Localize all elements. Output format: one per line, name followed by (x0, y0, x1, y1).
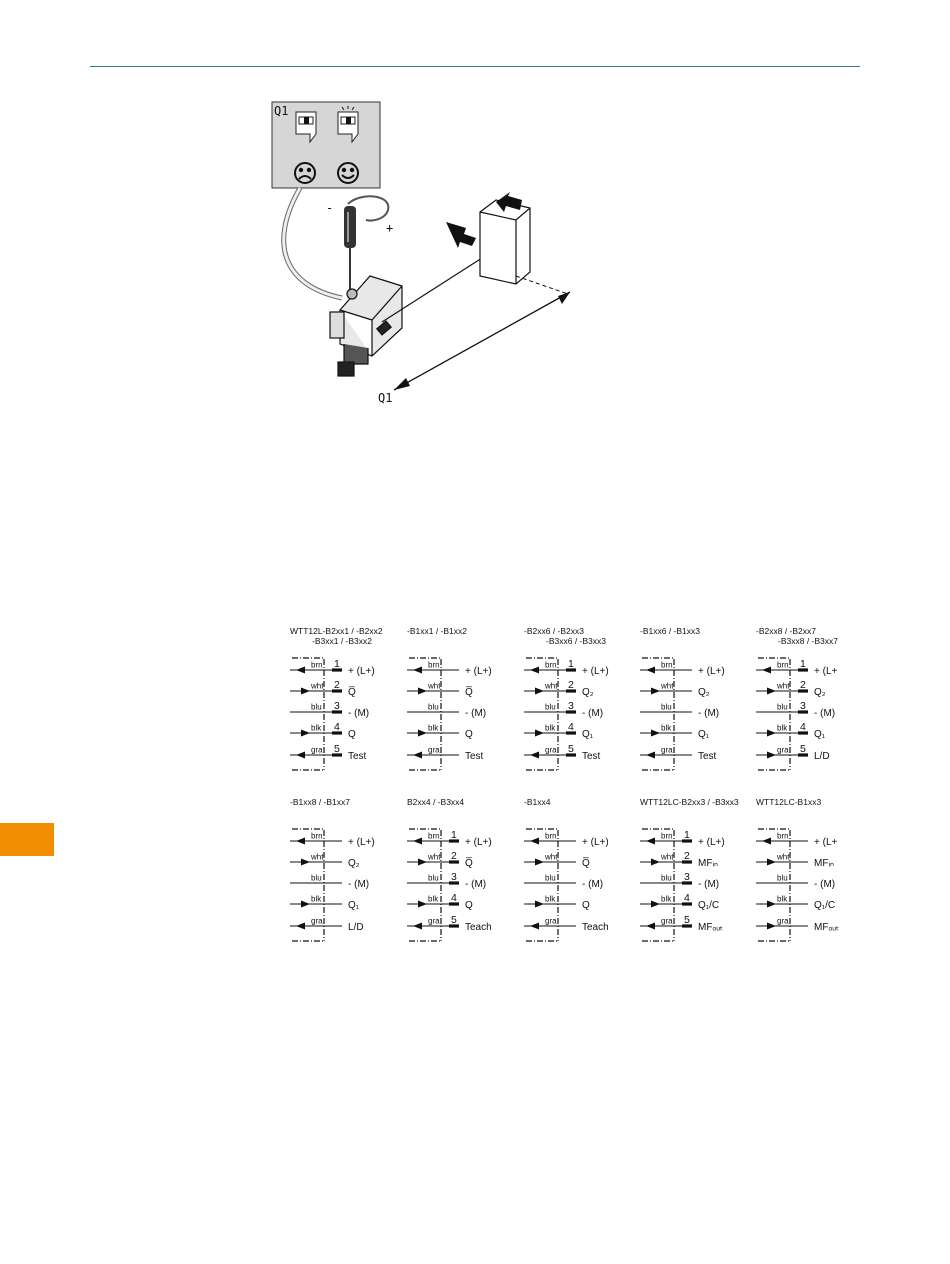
signal-function-label: MFₒᵤₜ (814, 922, 839, 933)
wire-color-label: gra (428, 916, 440, 926)
wire-color-label: brn (311, 660, 323, 670)
connector-schematic (640, 626, 750, 776)
signal-function-label: Test (582, 751, 601, 762)
signal-function-label: Test (698, 751, 717, 762)
pin-number: 1 (451, 829, 457, 841)
wiring-diagram (756, 626, 866, 776)
pin-number: 5 (684, 914, 690, 926)
signal-function-label: - (M) (814, 879, 836, 890)
signal-function-label: - (M) (348, 708, 370, 719)
pin-number: 1 (568, 658, 574, 670)
connector-schematic (524, 797, 634, 947)
wire-color-label: gra (777, 745, 789, 755)
signal-function-label: - (M) (348, 879, 370, 890)
wire-row (290, 721, 356, 740)
wire-row (756, 874, 835, 891)
connector-schematic (640, 797, 750, 947)
signal-function-label: + (L+ (814, 837, 838, 848)
wire-row (524, 700, 603, 719)
signal-function-label: + (L+) (465, 666, 492, 677)
signal-function-label: Q (348, 729, 356, 740)
signal-function-label: Q (582, 900, 590, 911)
wire-color-label: brn (545, 831, 557, 841)
connector-schematic (407, 626, 517, 776)
wire-color-label: gra (311, 916, 323, 926)
wire-row (756, 679, 826, 698)
wire-row (756, 853, 834, 870)
signal-function-label: + (L+) (348, 837, 375, 848)
wire-row (290, 700, 369, 719)
diagram-title: WTT12LC-B1xx3 (756, 797, 822, 807)
signal-function-label: - (M) (465, 708, 487, 719)
pin-number: 4 (334, 721, 340, 733)
wire-color-label: gra (545, 745, 557, 755)
diagram-title: -B1xx1 / -B1xx2 (407, 626, 467, 636)
wire-color-label: blu (777, 702, 788, 712)
wire-row (290, 743, 367, 762)
signal-function-label: Q₂ (814, 687, 826, 698)
diagram-subtitle: -B3xx1 / -B3xx2 (312, 636, 372, 646)
distance-arrow (394, 292, 570, 390)
wire-row (407, 850, 473, 869)
connector-schematic (756, 626, 866, 776)
wire-row (407, 661, 492, 678)
wire-row (524, 895, 590, 912)
wiring-diagram (640, 626, 750, 776)
wire-color-label: wht (545, 681, 558, 691)
wire-row (407, 914, 492, 933)
signal-function-label: Q₁/C (814, 900, 836, 911)
signal-function-label: Q₁ (698, 729, 710, 740)
diagram-title: -B2xx6 / -B2xx3 (524, 626, 584, 636)
signal-function-label: + (L+) (582, 837, 609, 848)
signal-function-label: Teach (582, 922, 609, 933)
wire-color-label: wht (311, 681, 324, 691)
signal-function-label: Q₂ (582, 687, 594, 698)
wire-color-label: wht (545, 852, 558, 862)
wiring-diagram (407, 797, 517, 947)
wiring-diagram (290, 797, 400, 947)
pin-number: 2 (800, 679, 806, 691)
signal-function-label: L/D (814, 751, 830, 762)
pin-number: 3 (568, 700, 574, 712)
wire-row (407, 724, 473, 741)
wire-color-label: blk (661, 894, 672, 904)
connector-schematic (407, 797, 517, 947)
wire-row (756, 658, 838, 677)
wire-color-label: blu (777, 873, 788, 883)
header-rule (90, 66, 860, 67)
wire-row (756, 721, 826, 740)
wire-row (640, 682, 710, 699)
screwdriver-icon (344, 206, 356, 296)
wire-row (290, 832, 375, 849)
chapter-tab-marker (0, 823, 54, 856)
wire-row (290, 895, 360, 912)
connector-schematic (290, 626, 400, 776)
signal-function-label: - (M) (698, 879, 720, 890)
wire-color-label: blk (428, 723, 439, 733)
wire-color-label: blk (311, 894, 322, 904)
pin-number: 1 (684, 829, 690, 841)
pin-number: 2 (451, 850, 457, 862)
signal-function-label: Q̅ (582, 858, 590, 869)
wire-color-label: wht (661, 852, 674, 862)
signal-function-label: MFₒᵤₜ (698, 922, 723, 933)
wiring-diagram (407, 626, 517, 776)
wire-color-label: blu (428, 702, 439, 712)
minus-sign: - (326, 201, 334, 215)
connector-schematic (290, 797, 400, 947)
pin-number: 4 (800, 721, 806, 733)
signal-function-label: Q̅ (348, 687, 356, 698)
pin-number: 3 (451, 871, 457, 883)
pin-number: 2 (684, 850, 690, 862)
signal-function-label: Q (465, 900, 473, 911)
pin-number: 5 (568, 743, 574, 755)
wire-color-label: blu (545, 873, 556, 883)
pin-number: 2 (568, 679, 574, 691)
diagram-title: -B1xx4 (524, 797, 551, 807)
wire-color-label: blk (545, 894, 556, 904)
pin-number: 3 (334, 700, 340, 712)
wire-color-label: blu (428, 873, 439, 883)
wire-row (640, 892, 719, 911)
wire-row (756, 917, 839, 934)
signal-function-label: + (L+) (698, 666, 725, 677)
wire-color-label: blk (777, 723, 788, 733)
wire-color-label: wht (428, 852, 441, 862)
wire-color-label: blu (311, 873, 322, 883)
wire-row (524, 679, 594, 698)
signal-function-label: Teach (465, 922, 492, 933)
wire-color-label: blk (777, 894, 788, 904)
wire-color-label: gra (311, 745, 323, 755)
signal-function-label: + (L+) (465, 837, 492, 848)
signal-function-label: Test (465, 751, 484, 762)
wire-color-label: blu (661, 702, 672, 712)
signal-function-label: - (M) (814, 708, 836, 719)
signal-function-label: MFᵢₙ (698, 858, 718, 869)
wire-color-label: blu (311, 702, 322, 712)
signal-function-label: Q₁ (814, 729, 826, 740)
wire-row (407, 703, 486, 720)
wire-row (524, 874, 603, 891)
pin-number: 4 (568, 721, 574, 733)
wiring-diagram (756, 797, 866, 947)
diagram-title: WTT12LC-B2xx3 / -B3xx3 (640, 797, 739, 807)
signal-function-label: + (L+) (348, 666, 375, 677)
wire-color-label: brn (661, 660, 673, 670)
signal-function-label: Q₁ (582, 729, 594, 740)
wire-color-label: gra (661, 916, 673, 926)
signal-function-label: L/D (348, 922, 364, 933)
wiring-diagram (290, 626, 400, 776)
signal-function-label: Q₁/C (698, 900, 720, 911)
pin-number: 4 (451, 892, 457, 904)
wire-color-label: blu (545, 702, 556, 712)
wire-color-label: blk (545, 723, 556, 733)
wire-row (407, 682, 473, 699)
connector-schematic (524, 626, 634, 776)
pin-number: 5 (800, 743, 806, 755)
wire-color-label: blk (311, 723, 322, 733)
diagram-title: WTT12L-B2xx1 / -B2xx2 (290, 626, 383, 636)
wire-row (640, 703, 719, 720)
wire-row (407, 892, 473, 911)
wire-color-label: gra (777, 916, 789, 926)
pin-number: 3 (800, 700, 806, 712)
signal-function-label: - (M) (582, 879, 604, 890)
pin-number: 1 (334, 658, 340, 670)
plus-sign: + (386, 221, 394, 235)
wire-row (640, 746, 717, 763)
wire-color-label: gra (661, 745, 673, 755)
wire-row (640, 661, 725, 678)
wire-row (756, 832, 838, 849)
wire-color-label: gra (545, 916, 557, 926)
signal-function-label: + (L+) (582, 666, 609, 677)
wire-row (640, 829, 725, 848)
wire-row (290, 853, 360, 870)
signal-function-label: Test (348, 751, 367, 762)
wire-color-label: wht (661, 681, 674, 691)
wire-color-label: brn (428, 831, 440, 841)
wire-color-label: wht (428, 681, 441, 691)
pin-number: 3 (684, 871, 690, 883)
wire-color-label: wht (777, 852, 790, 862)
signal-function-label: Q₂ (348, 858, 360, 869)
connector-schematic (756, 797, 866, 947)
diagram-title: -B1xx6 / -B1xx3 (640, 626, 700, 636)
signal-function-label: + (L+ (814, 666, 838, 677)
wiring-diagram (524, 797, 634, 947)
sensor-adjustment-illustration (260, 100, 590, 410)
distance-q1-label: Q1 (378, 391, 393, 405)
wire-row (290, 917, 364, 934)
wire-color-label: blk (661, 723, 672, 733)
wire-row (290, 679, 356, 698)
wire-color-label: gra (428, 745, 440, 755)
diagram-title: -B1xx8 / -B1xx7 (290, 797, 350, 807)
signal-function-label: Q̅ (465, 858, 473, 869)
wire-row (756, 895, 835, 912)
wire-row (290, 658, 375, 677)
wire-color-label: wht (311, 852, 324, 862)
wire-row (640, 914, 723, 933)
signal-function-label: + (L+) (698, 837, 725, 848)
reflect-arrow-icon (446, 222, 476, 248)
wire-row (290, 874, 369, 891)
pin-number: 5 (334, 743, 340, 755)
wire-row (407, 871, 486, 890)
signal-function-label: Q (465, 729, 473, 740)
wire-row (640, 850, 718, 869)
wiring-diagram (640, 797, 750, 947)
wire-row (407, 746, 484, 763)
diagram-title: -B2xx8 / -B2xx7 (756, 626, 816, 636)
wire-row (407, 829, 492, 848)
signal-function-label: Q₂ (698, 687, 710, 698)
signal-function-label: MFᵢₙ (814, 858, 834, 869)
signal-function-label: - (M) (698, 708, 720, 719)
pin-number: 5 (451, 914, 457, 926)
sensor-device (330, 276, 402, 376)
diagram-subtitle: -B3xx8 / -B3xx7 (778, 636, 838, 646)
wire-row (524, 743, 601, 762)
wire-row (524, 917, 609, 934)
wire-row (640, 724, 710, 741)
pin-number: 4 (684, 892, 690, 904)
diagram-subtitle: -B3xx6 / -B3xx3 (546, 636, 606, 646)
panel-q1-label: Q1 (274, 104, 289, 118)
target-object (480, 200, 530, 284)
pin-number: 1 (800, 658, 806, 670)
wire-color-label: brn (428, 660, 440, 670)
wire-row (524, 721, 594, 740)
wire-row (524, 853, 590, 870)
wire-row (640, 871, 719, 890)
wire-color-label: brn (311, 831, 323, 841)
signal-function-label: - (M) (582, 708, 604, 719)
signal-function-label: Q₁ (348, 900, 360, 911)
wire-color-label: wht (777, 681, 790, 691)
signal-function-label: - (M) (465, 879, 487, 890)
wire-row (756, 743, 830, 762)
wire-color-label: brn (777, 660, 789, 670)
diagram-title: B2xx4 / -B3xx4 (407, 797, 465, 807)
wire-color-label: brn (777, 831, 789, 841)
wire-color-label: brn (545, 660, 557, 670)
signal-function-label: Q̅ (465, 687, 473, 698)
pin-number: 2 (334, 679, 340, 691)
wire-color-label: brn (661, 831, 673, 841)
wire-color-label: blu (661, 873, 672, 883)
wire-row (524, 832, 609, 849)
wiring-diagram (524, 626, 634, 776)
wire-color-label: blk (428, 894, 439, 904)
wire-row (756, 700, 835, 719)
wire-row (524, 658, 609, 677)
